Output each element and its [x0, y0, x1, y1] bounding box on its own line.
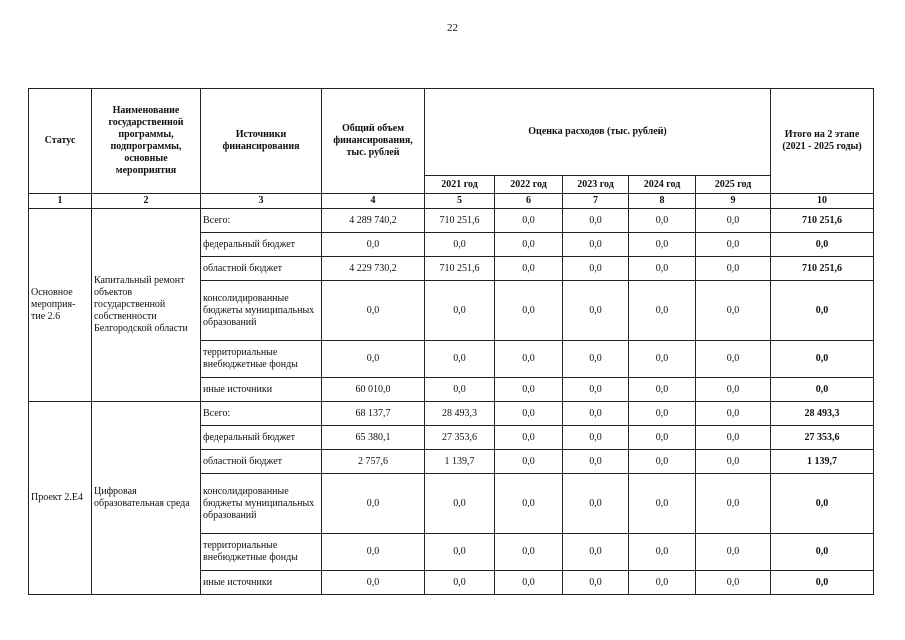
table-row	[29, 402, 874, 426]
source-cell: областной бюджет	[201, 450, 322, 474]
year-cell: 0,0	[563, 233, 629, 257]
stage-total-cell: 0,0	[771, 233, 874, 257]
year-cell: 0,0	[563, 341, 629, 378]
year-cell: 0,0	[563, 402, 629, 426]
year-cell: 0,0	[563, 209, 629, 233]
source-cell: федеральный бюджет	[201, 233, 322, 257]
year-cell: 0,0	[629, 209, 696, 233]
source-cell: иные источники	[201, 571, 322, 595]
name-cell: Капитальный ремонт объектов государственной собственности Белгородской области	[92, 209, 201, 402]
year-cell: 0,0	[696, 281, 771, 341]
column-number: 10	[771, 194, 874, 209]
year-cell: 0,0	[696, 426, 771, 450]
source-cell: областной бюджет	[201, 257, 322, 281]
column-number: 2	[92, 194, 201, 209]
stage-total-cell: 0,0	[771, 474, 874, 534]
column-number: 8	[629, 194, 696, 209]
column-number: 6	[495, 194, 563, 209]
year-cell: 0,0	[696, 571, 771, 595]
year-cell: 0,0	[495, 402, 563, 426]
year-cell: 0,0	[696, 450, 771, 474]
year-cell: 0,0	[495, 450, 563, 474]
table-row	[29, 209, 874, 233]
year-cell: 0,0	[563, 450, 629, 474]
header-total: Общий объем финансирования, тыс. рублей	[322, 89, 425, 194]
total-cell: 0,0	[322, 474, 425, 534]
total-cell: 65 380,1	[322, 426, 425, 450]
year-cell: 0,0	[425, 378, 495, 402]
total-cell: 0,0	[322, 233, 425, 257]
source-cell: консолидированные бюджеты муниципальных образований	[201, 281, 322, 341]
status-cell: Основное мероприя-тие 2.6	[29, 209, 92, 402]
total-cell: 60 010,0	[322, 378, 425, 402]
column-number: 5	[425, 194, 495, 209]
year-cell: 0,0	[629, 426, 696, 450]
year-cell: 0,0	[495, 209, 563, 233]
stage-total-cell: 710 251,6	[771, 257, 874, 281]
total-cell: 0,0	[322, 534, 425, 571]
status-cell: Проект 2.Е4	[29, 402, 92, 595]
year-cell: 1 139,7	[425, 450, 495, 474]
year-cell: 0,0	[495, 233, 563, 257]
header-sources: Источники финансирования	[201, 89, 322, 194]
header-status: Статус	[29, 89, 92, 194]
year-cell: 0,0	[563, 378, 629, 402]
header-year: 2021 год	[425, 176, 495, 194]
name-cell: Цифровая образовательная среда	[92, 402, 201, 595]
year-cell: 0,0	[563, 257, 629, 281]
year-cell: 0,0	[425, 233, 495, 257]
column-number: 4	[322, 194, 425, 209]
year-cell: 0,0	[495, 341, 563, 378]
stage-total-cell: 0,0	[771, 378, 874, 402]
year-cell: 0,0	[563, 571, 629, 595]
year-cell: 0,0	[495, 474, 563, 534]
header-stage-total: Итого на 2 этапе (2021 - 2025 годы)	[771, 89, 874, 194]
total-cell: 4 289 740,2	[322, 209, 425, 233]
year-cell: 0,0	[696, 378, 771, 402]
page-number: 22	[447, 22, 458, 34]
year-cell: 0,0	[629, 534, 696, 571]
source-cell: иные источники	[201, 378, 322, 402]
financing-table	[28, 88, 874, 595]
total-cell: 68 137,7	[322, 402, 425, 426]
year-cell: 0,0	[629, 450, 696, 474]
year-cell: 0,0	[495, 257, 563, 281]
total-cell: 0,0	[322, 571, 425, 595]
source-cell: консолидированные бюджеты муниципальных образований	[201, 474, 322, 534]
year-cell: 28 493,3	[425, 402, 495, 426]
source-cell: территориальные внебюджетные фонды	[201, 341, 322, 378]
year-cell: 0,0	[425, 571, 495, 595]
year-cell: 0,0	[425, 281, 495, 341]
year-cell: 0,0	[696, 233, 771, 257]
column-number: 3	[201, 194, 322, 209]
year-cell: 0,0	[696, 534, 771, 571]
year-cell: 0,0	[495, 426, 563, 450]
total-cell: 0,0	[322, 341, 425, 378]
stage-total-cell: 0,0	[771, 281, 874, 341]
year-cell: 0,0	[495, 378, 563, 402]
stage-total-cell: 710 251,6	[771, 209, 874, 233]
header-year: 2023 год	[563, 176, 629, 194]
year-cell: 0,0	[696, 209, 771, 233]
year-cell: 0,0	[563, 534, 629, 571]
year-cell: 0,0	[563, 281, 629, 341]
year-cell: 0,0	[425, 474, 495, 534]
year-cell: 0,0	[696, 341, 771, 378]
stage-total-cell: 27 353,6	[771, 426, 874, 450]
stage-total-cell: 0,0	[771, 571, 874, 595]
header-year: 2024 год	[629, 176, 696, 194]
year-cell: 0,0	[563, 474, 629, 534]
year-cell: 0,0	[629, 571, 696, 595]
header-name: Наименование государственной программы, подпрограммы, основные мероприятия	[92, 89, 201, 194]
source-cell: Всего:	[201, 402, 322, 426]
year-cell: 0,0	[629, 257, 696, 281]
column-number: 1	[29, 194, 92, 209]
header-year: 2025 год	[696, 176, 771, 194]
year-cell: 0,0	[629, 281, 696, 341]
column-number: 7	[563, 194, 629, 209]
total-cell: 4 229 730,2	[322, 257, 425, 281]
stage-total-cell: 1 139,7	[771, 450, 874, 474]
year-cell: 710 251,6	[425, 209, 495, 233]
year-cell: 0,0	[425, 534, 495, 571]
total-cell: 2 757,6	[322, 450, 425, 474]
year-cell: 27 353,6	[425, 426, 495, 450]
source-cell: территориальные внебюджетные фонды	[201, 534, 322, 571]
year-cell: 0,0	[629, 402, 696, 426]
total-cell: 0,0	[322, 281, 425, 341]
stage-total-cell: 28 493,3	[771, 402, 874, 426]
year-cell: 0,0	[425, 341, 495, 378]
header-estimate: Оценка расходов (тыс. рублей)	[425, 89, 771, 176]
header-year: 2022 год	[495, 176, 563, 194]
column-number: 9	[696, 194, 771, 209]
source-cell: Всего:	[201, 209, 322, 233]
year-cell: 0,0	[696, 474, 771, 534]
year-cell: 0,0	[696, 257, 771, 281]
year-cell: 0,0	[629, 233, 696, 257]
year-cell: 0,0	[495, 571, 563, 595]
stage-total-cell: 0,0	[771, 341, 874, 378]
year-cell: 0,0	[629, 341, 696, 378]
year-cell: 710 251,6	[425, 257, 495, 281]
year-cell: 0,0	[495, 281, 563, 341]
year-cell: 0,0	[563, 426, 629, 450]
year-cell: 0,0	[629, 378, 696, 402]
stage-total-cell: 0,0	[771, 534, 874, 571]
year-cell: 0,0	[495, 534, 563, 571]
year-cell: 0,0	[696, 402, 771, 426]
year-cell: 0,0	[629, 474, 696, 534]
source-cell: федеральный бюджет	[201, 426, 322, 450]
